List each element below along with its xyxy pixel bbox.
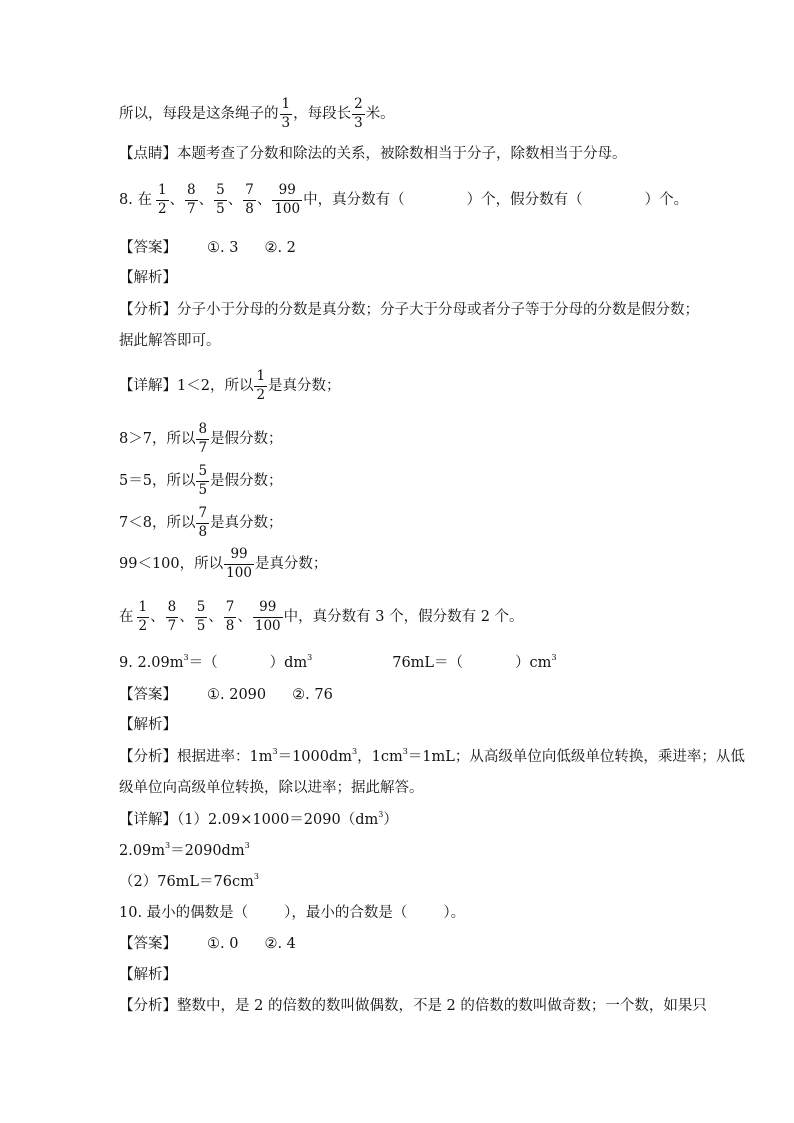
text: ，每段长 [293, 105, 352, 122]
numerator: 99 [278, 182, 296, 198]
numerator: 8 [187, 182, 196, 198]
text: 76mL＝（ [392, 654, 464, 671]
answer-value: ②. 76 [292, 686, 333, 703]
answer-value: ①. 3 [207, 239, 239, 256]
question-10 [119, 905, 694, 921]
fraction [254, 370, 267, 402]
fraction [214, 184, 227, 216]
denominator: 100 [274, 200, 301, 217]
fraction [185, 184, 198, 216]
fraction [243, 184, 256, 216]
text: ），最小的合数是（ [284, 904, 408, 921]
numerator: 99 [230, 546, 248, 562]
text: ＝（ [188, 654, 218, 671]
superscript: 3 [253, 872, 259, 881]
separator: 、 [150, 608, 165, 625]
text: 【分析】分子小于分母的分数是真分数；分子大于分母或者分子等于分母的分数是假分数； [119, 301, 699, 318]
superscript: 3 [183, 653, 189, 662]
separator: 、 [198, 191, 214, 208]
superscript: 3 [402, 747, 408, 756]
text: 【点睛】本题考查了分数和除法的关系，被除数相当于分子，除数相当于分母。 [119, 145, 627, 162]
numerator: 2 [354, 96, 363, 112]
answer-value: ①. 0 [207, 935, 239, 952]
numerator: 7 [245, 182, 254, 198]
fraction [253, 601, 283, 633]
detail-8-line1 [119, 367, 694, 405]
fraction [196, 423, 209, 455]
text: ）。 [443, 904, 466, 921]
answer-10 [119, 936, 694, 952]
answer-value: ②. 4 [264, 935, 296, 952]
separator: 、 [237, 608, 252, 625]
analysis-8-line2 [119, 333, 694, 349]
separator: 、 [208, 608, 223, 625]
text: 5＝5，所以 [119, 472, 196, 489]
numerator: 8 [198, 421, 208, 437]
text: 7＜8，所以 [119, 514, 196, 531]
denominator: 8 [225, 617, 235, 634]
line-conclusion [119, 97, 694, 131]
answer-9 [119, 687, 694, 703]
answer-label: 【答案】 [119, 935, 177, 952]
fraction [272, 184, 302, 216]
answer-label: 【答案】 [119, 686, 177, 703]
superscript: 3 [272, 747, 278, 756]
answer-8 [119, 240, 694, 256]
fraction [352, 98, 365, 130]
text: 所以，每段是这条绳子的 [119, 105, 279, 122]
question-9 [119, 655, 694, 671]
numerator: 8 [167, 599, 177, 615]
text: ，1cm [357, 748, 403, 765]
answer-value: ①. 2090 [207, 686, 267, 703]
numerator: 7 [198, 505, 208, 521]
text: 【分析】根据进率：1m [119, 748, 273, 765]
section-label: 【解析】 [119, 716, 177, 733]
separator: 、 [169, 191, 185, 208]
denominator: 100 [254, 617, 281, 634]
fraction [280, 98, 293, 130]
text: 在 [119, 608, 134, 625]
denominator: 2 [157, 200, 167, 217]
denominator: 7 [187, 200, 196, 217]
text: 99＜100，所以 [119, 555, 224, 572]
numerator: 1 [281, 96, 291, 112]
question-8 [119, 182, 694, 218]
fraction [166, 601, 179, 633]
analysis-heading-8 [119, 270, 694, 286]
text: ）个。 [644, 191, 689, 208]
fraction [137, 601, 150, 633]
analysis-9-line1 [119, 747, 745, 765]
detail-9-line1 [119, 812, 694, 828]
detail-9-line3 [119, 874, 694, 890]
denominator: 8 [245, 200, 254, 217]
fraction [195, 601, 208, 633]
detail-8-line2 [119, 420, 694, 458]
denominator: 3 [281, 114, 291, 131]
text: 【详解】1＜2，所以 [119, 377, 254, 394]
superscript: 3 [352, 747, 358, 756]
detail-8-line6 [119, 598, 694, 636]
fraction [224, 601, 237, 633]
line-note [119, 146, 694, 162]
text: 【详解】（1）2.09×1000＝2090（dm [119, 811, 379, 828]
text: 米。 [365, 105, 395, 122]
denominator: 5 [196, 617, 206, 634]
text: ＝1mL；从高级单位向低级单位转换，乘进率；从低 [407, 748, 745, 765]
denominator: 5 [216, 200, 225, 217]
separator: 、 [227, 191, 243, 208]
denominator: 2 [138, 617, 148, 634]
text: ＝1000dm [277, 748, 353, 765]
fraction [196, 465, 209, 497]
detail-8-line3 [119, 462, 694, 500]
numerator: 1 [138, 599, 148, 615]
section-label: 【解析】 [119, 966, 177, 983]
question-number: 8. 在 [119, 191, 152, 208]
text: 8＞7，所以 [119, 430, 196, 447]
detail-8-line4 [119, 504, 694, 542]
superscript: 3 [551, 653, 557, 662]
text: 是真分数； [254, 555, 328, 572]
fraction [196, 507, 209, 539]
text: ）个，假分数有（ [466, 191, 583, 208]
separator: 、 [256, 191, 272, 208]
text: ） [383, 811, 398, 828]
superscript: 3 [307, 653, 313, 662]
text: 级单位向高级单位转换，除以进率；据此解答。 [119, 779, 424, 796]
separator: 、 [179, 608, 194, 625]
answer-value: ②. 2 [264, 239, 296, 256]
superscript: 3 [378, 810, 384, 819]
text: 是假分数； [210, 472, 283, 489]
numerator: 1 [256, 368, 266, 384]
section-label: 【解析】 [119, 269, 177, 286]
denominator: 7 [167, 617, 177, 634]
superscript: 3 [165, 841, 171, 850]
text: ）cm [515, 654, 552, 671]
text: （2）76mL＝76cm [119, 873, 254, 890]
analysis-heading-9 [119, 717, 694, 733]
text: 10. 最小的偶数是（ [119, 904, 249, 921]
numerator: 5 [216, 182, 225, 198]
detail-9-line2 [119, 843, 694, 859]
numerator: 5 [198, 463, 208, 479]
denominator: 3 [354, 114, 363, 131]
superscript: 3 [244, 841, 250, 850]
text: 【分析】整数中，是 2 的倍数的数叫做偶数，不是 2 的倍数的数叫做奇数；一个数，如果只 [119, 997, 707, 1014]
text: 中，真分数有 3 个，假分数有 2 个。 [283, 608, 524, 625]
text: 据此解答即可。 [119, 332, 221, 349]
numerator: 7 [225, 599, 235, 615]
analysis-9-line2 [119, 780, 694, 796]
numerator: 1 [157, 182, 167, 198]
text: ）dm [269, 654, 308, 671]
text: 是真分数； [210, 514, 283, 531]
answer-label: 【答案】 [119, 239, 177, 256]
fraction [156, 184, 169, 216]
text: 2.09m [119, 842, 166, 859]
text: 9. 2.09m [119, 654, 184, 671]
denominator: 2 [256, 386, 266, 403]
denominator: 100 [226, 564, 252, 581]
analysis-10-line1 [119, 997, 707, 1014]
numerator: 99 [259, 599, 277, 615]
fraction [224, 548, 254, 580]
numerator: 5 [196, 599, 206, 615]
text: 是真分数； [268, 377, 341, 394]
text: 中，真分数有（ [303, 191, 405, 208]
analysis-heading-10 [119, 967, 694, 983]
text: 是假分数； [210, 430, 283, 447]
analysis-8-line1 [119, 301, 699, 318]
text: ＝2090dm [170, 842, 245, 859]
denominator: 8 [198, 523, 208, 540]
denominator: 7 [198, 439, 208, 456]
detail-8-line5 [119, 545, 694, 583]
denominator: 5 [198, 481, 208, 498]
